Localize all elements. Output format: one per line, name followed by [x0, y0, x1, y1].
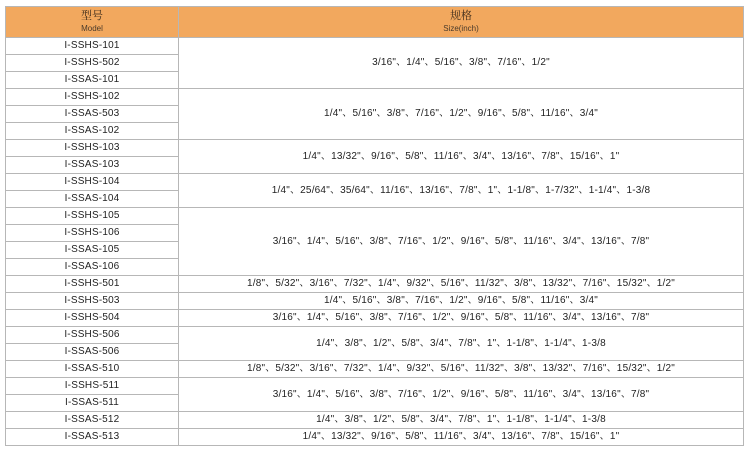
header-row	[6, 7, 744, 38]
table-row	[6, 140, 744, 157]
model-cell: I-SSAS-510	[6, 361, 179, 378]
model-cell: I-SSHS-105	[6, 208, 179, 225]
table-row	[6, 89, 744, 106]
size-header	[179, 7, 744, 38]
model-cell: I-SSHS-104	[6, 174, 179, 191]
size-cell: 1/4"、13/32"、9/16"、5/8"、11/16"、3/4"、13/16"、7/8"、15/16"、1"	[179, 140, 744, 174]
model-cell: I-SSAS-102	[6, 123, 179, 140]
model-cell: I-SSAS-103	[6, 157, 179, 174]
size-cell: 3/16"、1/4"、5/16"、3/8"、7/16"、1/2"、9/16"、5/8"、11/16"、3/4"、13/16"、7/8"	[179, 310, 744, 327]
table-row	[6, 327, 744, 344]
model-cell: I-SSAS-506	[6, 344, 179, 361]
model-cell: I-SSAS-513	[6, 429, 179, 446]
size-cell: 1/4"、13/32"、9/16"、5/8"、11/16"、3/4"、13/16"、7/8"、15/16"、1"	[179, 429, 744, 446]
model-cell: I-SSHS-101	[6, 38, 179, 55]
size-cell: 1/4"、3/8"、1/2"、5/8"、3/4"、7/8"、1"、1-1/8"、1-1/4"、1-3/8	[179, 327, 744, 361]
model-header-en: Model	[81, 24, 103, 33]
size-cell: 1/4"、25/64"、35/64"、11/16"、13/16"、7/8"、1"、1-1/8"、1-7/32"、1-1/4"、1-3/8	[179, 174, 744, 208]
size-header-en: Size(inch)	[443, 24, 479, 33]
table-row	[6, 276, 744, 293]
size-header-cn: 规格	[450, 10, 472, 22]
model-cell: I-SSHS-501	[6, 276, 179, 293]
table-row	[6, 361, 744, 378]
spec-table-body	[6, 38, 744, 446]
model-cell: I-SSHS-102	[6, 89, 179, 106]
table-row	[6, 378, 744, 395]
size-cell: 1/4"、5/16"、3/8"、7/16"、1/2"、9/16"、5/8"、11/16"、3/4"	[179, 89, 744, 140]
model-cell: I-SSAS-105	[6, 242, 179, 259]
size-cell: 1/4"、3/8"、1/2"、5/8"、3/4"、7/8"、1"、1-1/8"、1-1/4"、1-3/8	[179, 412, 744, 429]
model-cell: I-SSHS-506	[6, 327, 179, 344]
model-cell: I-SSAS-106	[6, 259, 179, 276]
table-row	[6, 174, 744, 191]
spec-table	[5, 6, 744, 446]
size-cell: 1/8"、5/32"、3/16"、7/32"、1/4"、9/32"、5/16"、11/32"、3/8"、13/32"、7/16"、15/32"、1/2"	[179, 361, 744, 378]
size-cell: 3/16"、1/4"、5/16"、3/8"、7/16"、1/2"	[179, 38, 744, 89]
table-row	[6, 293, 744, 310]
model-cell: I-SSAS-503	[6, 106, 179, 123]
table-row	[6, 310, 744, 327]
model-cell: I-SSHS-103	[6, 140, 179, 157]
table-row	[6, 412, 744, 429]
model-cell: I-SSAS-512	[6, 412, 179, 429]
table-row	[6, 38, 744, 55]
size-cell: 3/16"、1/4"、5/16"、3/8"、7/16"、1/2"、9/16"、5/8"、11/16"、3/4"、13/16"、7/8"	[179, 378, 744, 412]
model-cell: I-SSAS-101	[6, 72, 179, 89]
model-header-cn: 型号	[81, 10, 103, 22]
model-cell: I-SSHS-503	[6, 293, 179, 310]
model-cell: I-SSAS-511	[6, 395, 179, 412]
size-cell: 1/8"、5/32"、3/16"、7/32"、1/4"、9/32"、5/16"、11/32"、3/8"、13/32"、7/16"、15/32"、1/2"	[179, 276, 744, 293]
model-cell: I-SSHS-511	[6, 378, 179, 395]
model-cell: I-SSHS-502	[6, 55, 179, 72]
table-row	[6, 208, 744, 225]
model-header	[6, 7, 179, 38]
model-cell: I-SSAS-104	[6, 191, 179, 208]
model-cell: I-SSHS-504	[6, 310, 179, 327]
size-cell: 1/4"、5/16"、3/8"、7/16"、1/2"、9/16"、5/8"、11/16"、3/4"	[179, 293, 744, 310]
model-cell: I-SSHS-106	[6, 225, 179, 242]
table-row	[6, 429, 744, 446]
size-cell: 3/16"、1/4"、5/16"、3/8"、7/16"、1/2"、9/16"、5/8"、11/16"、3/4"、13/16"、7/8"	[179, 208, 744, 276]
